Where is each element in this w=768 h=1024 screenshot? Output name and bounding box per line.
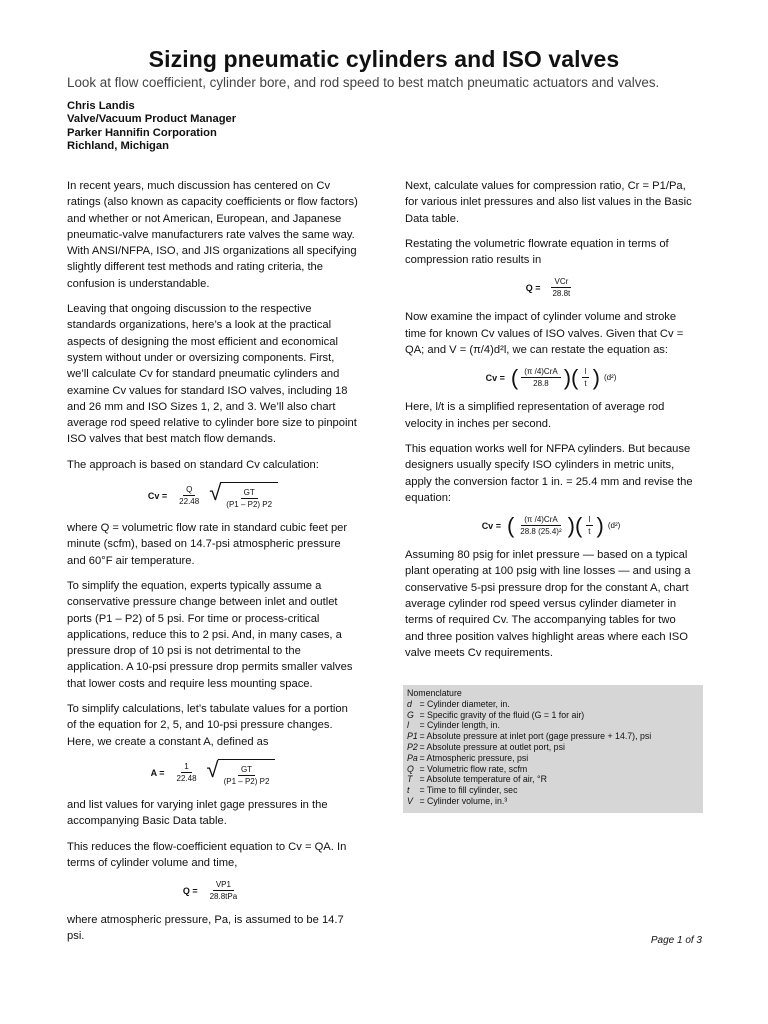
paragraph: and list values for varying inlet gage pressures in the accompanying Basic Data table. <box>67 798 328 828</box>
numerator: GT <box>238 765 255 776</box>
denominator: 22.48 <box>179 497 200 507</box>
square-root <box>209 482 278 510</box>
fraction <box>221 765 273 787</box>
denominator: (P1 – P2) P2 <box>226 500 273 510</box>
fraction <box>549 277 573 299</box>
paragraph: Leaving that ongoing discussion to the respective standards organizations, here’s a look at the practical aspects of designing the most efficient and economical system without under or oversizing components. First, we’ll calculate Cv for standard pneumatic cylinders and examine Cv values for standard ISO valves, including 18 and 26 mm and ISO Sizes 1, 2, and 3. We’ll also chart average rod speed relative to cylinder bore size to pinpoint ISO valves that best match flow demands. <box>67 303 357 446</box>
paragraph: To simplify calculations, let’s tabulate values for a portion of the equation for 2, 5, and 10-psi pressure changes. Here, we create a constant A, defined as <box>67 703 348 748</box>
radical-sign: √ <box>206 756 219 782</box>
paragraph: Here, l/t is a simplified representation of average rod velocity in inches per second. <box>405 401 665 430</box>
equation-cv <box>67 482 359 510</box>
author-location: Richland, Michigan <box>67 140 169 153</box>
square-root <box>206 756 276 787</box>
left-paren: ( <box>571 365 579 391</box>
fraction <box>223 488 275 510</box>
denominator: t <box>588 527 591 537</box>
nomenclature-item: t = Time to fill cylinder, sec <box>407 785 518 796</box>
numerator: l <box>582 367 590 378</box>
right-paren: ) <box>567 513 575 539</box>
denominator: 28.8tPa <box>209 892 238 902</box>
numerator: (π /4)CrA <box>521 515 561 526</box>
numerator: 1 <box>181 762 191 773</box>
denominator: 22.48 <box>176 773 197 783</box>
paragraph: Next, calculate values for compression ratio, Cr = P1/Pa, for various inlet pressures and also list values in the Basic Data table. <box>405 180 692 225</box>
equation-cv-metric <box>405 515 697 537</box>
equation-lhs: Cv = <box>485 373 505 384</box>
paragraph: Now examine the impact of cylinder volume and stroke time for known Cv values of ISO valves. Given that Cv = QA; and V = (π/4)d²l, we can restate the equation as: <box>405 311 684 357</box>
fraction <box>585 515 593 537</box>
fraction <box>174 762 200 784</box>
denominator: 28.8 (25.4)² <box>520 527 562 537</box>
page-number: Page 1 of 3 <box>650 935 702 946</box>
right-column <box>405 178 697 670</box>
equation-lhs: Q = <box>182 885 198 896</box>
right-paren: ) <box>592 365 600 391</box>
numerator: GT <box>241 488 258 499</box>
paragraph: Assuming 80 psig for inlet pressure — based on a typical plant operating at 100 psig with line losses — and using a conservative 5-psi pressure drop for the constant A, chart average cylinder rod speed versus cylinder diameter in terms of required Cv. The accompanying tables for two and three position valves highlight areas where each ISO valve meets Cv requirements. <box>405 549 691 659</box>
author-company: Parker Hannifin Corporation <box>67 126 217 139</box>
fraction <box>581 367 589 389</box>
fraction <box>176 485 202 507</box>
denominator: 28.8t <box>552 289 571 299</box>
numerator: VCr <box>551 277 571 288</box>
equation-tail: (d²) <box>603 373 617 383</box>
right-paren: ) <box>596 513 604 539</box>
nomenclature-title: Nomenclature <box>407 688 462 698</box>
equation-lhs: Q = <box>525 283 541 294</box>
nomenclature-box <box>403 685 703 813</box>
nomenclature-item: G = Specific gravity of the fluid (G = 1 for air) <box>407 709 585 720</box>
equation-lhs: Cv = <box>481 521 501 531</box>
nomenclature-item: P2 = Absolute pressure at outlet port, psi <box>407 741 565 752</box>
nomenclature-item: P1 = Absolute pressure at inlet port (gage pressure + 14.7), psi <box>407 731 652 742</box>
left-paren: ( <box>510 365 519 391</box>
radical-sign: √ <box>209 480 222 506</box>
equation-q <box>67 880 359 902</box>
numerator: (π /4)CrA <box>521 367 561 378</box>
nomenclature-item: Q = Volumetric flow rate, scfm <box>407 763 528 774</box>
equation-tail: (d²) <box>607 521 621 530</box>
nomenclature-item: T = Absolute temperature of air, °R <box>407 774 547 785</box>
paragraph: In recent years, much discussion has centered on Cv ratings (also known as capacity coefficients or flow factors) and whether or not American, European, and Japanese pneumatic-valve manufacturers rate valves the same way. With ANSI/NFPA, ISO, and JIS organizations all specifying slightly different test methods and rating criteria, the confusion is understandable. <box>67 180 358 290</box>
left-paren: ( <box>574 513 583 539</box>
nomenclature-item: Pa = Atmospheric pressure, psi <box>407 752 529 763</box>
equation-cv-volume <box>405 367 697 389</box>
equation-q-compression <box>405 277 697 299</box>
nomenclature-item: V = Cylinder volume, in.³ <box>407 795 508 806</box>
equation-lhs: A = <box>150 767 165 778</box>
paragraph: Restating the volumetric flowrate equation in terms of compression ratio results in <box>405 237 669 267</box>
paragraph: The approach is based on standard Cv calculation: <box>67 458 319 471</box>
equation-lhs: Cv = <box>147 490 168 501</box>
equation-constant-a <box>67 756 359 787</box>
denominator: t <box>584 379 587 389</box>
right-paren: ) <box>563 365 572 391</box>
nomenclature-item: l = Cylinder length, in. <box>407 720 500 731</box>
numerator: Q <box>183 485 195 496</box>
denominator: (P1 – P2) P2 <box>223 776 270 786</box>
nomenclature-item: d = Cylinder diameter, in. <box>407 698 510 709</box>
fraction <box>517 515 564 537</box>
author-name: Chris Landis <box>67 100 135 112</box>
denominator: 28.8 <box>533 379 549 389</box>
left-paren: ( <box>506 513 515 539</box>
fraction <box>521 367 561 389</box>
article-title: Sizing pneumatic cylinders and ISO valves <box>148 46 620 72</box>
fraction <box>207 880 241 902</box>
numerator: VP1 <box>213 880 234 891</box>
paragraph: This reduces the flow-coefficient equation to Cv = QA. In terms of cylinder volume and time, <box>67 840 347 869</box>
paragraph: where Q = volumetric flow rate in standard cubic feet per minute (scfm), based on 14.7-psi atmospheric pressure and 60°F air temperature. <box>67 522 348 567</box>
paragraph: where atmospheric pressure, Pa, is assumed to be 14.7 psi. <box>67 914 344 943</box>
paragraph: To simplify the equation, experts typically assume a conservative pressure change between inlet and outlet ports (P1 – P2) of 5 psi. For time or process-critical applications, reduce this to 2 psi. And, in many cases, a pressure drop of 10 psi is not detrimental to the application. A 10-psi pressure drop permits smaller valves that lower costs and require less mounting space. <box>67 579 353 690</box>
author-block <box>67 100 236 154</box>
numerator: l <box>586 515 594 526</box>
left-column <box>67 178 359 954</box>
paragraph: This equation works well for NFPA cylinders. But because designers usually specify ISO cylinders in metric units, apply the conversion factor 1 in. = 25.4 mm and revise the equation: <box>405 442 693 504</box>
author-title: Valve/Vacuum Product Manager <box>67 113 237 126</box>
article-subtitle: Look at flow coefficient, cylinder bore, and rod speed to best match pneumatic actuators and valves. <box>67 75 660 90</box>
